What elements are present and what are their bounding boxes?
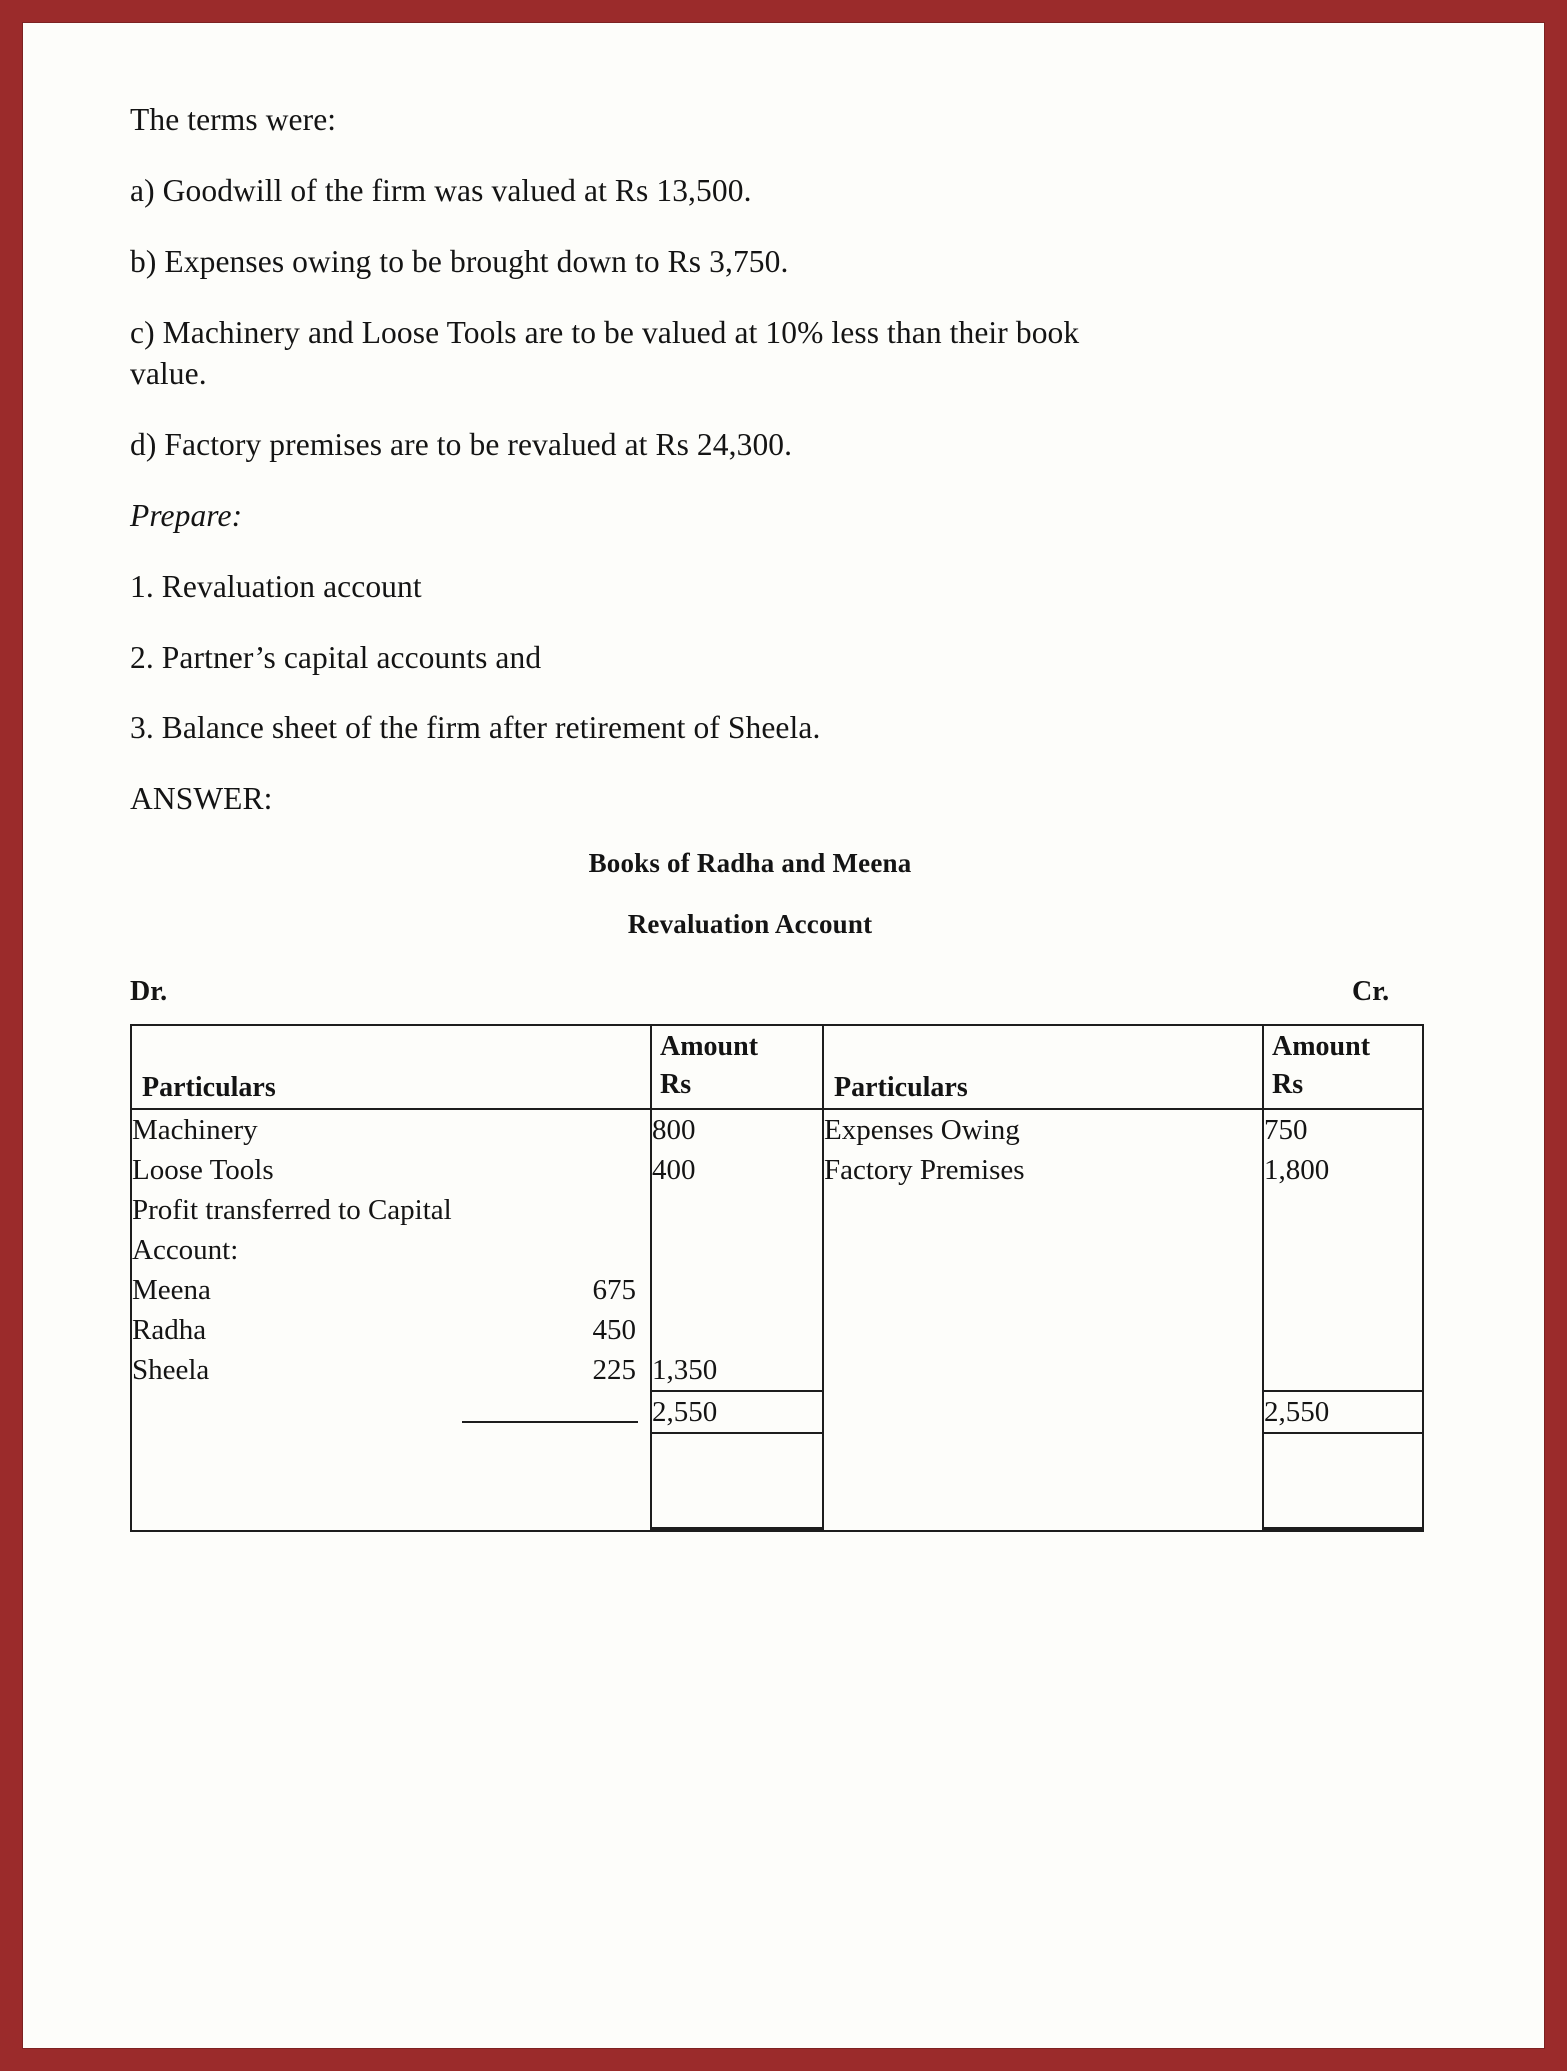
page-sheet (22, 22, 1545, 2049)
table-row (131, 1150, 1423, 1190)
header-amount-debit-line2: Rs (660, 1069, 692, 1101)
profit-transferred-heading (131, 1190, 651, 1270)
table-total-row (131, 1391, 1423, 1433)
credit-amount-blank-3 (1263, 1190, 1423, 1270)
table-closing-row (131, 1433, 1423, 1531)
closing-blank-right (823, 1433, 1263, 1531)
prepare-item-1: 1. Revaluation account (130, 568, 422, 604)
debit-amount-blank-3 (651, 1190, 823, 1270)
header-particulars-debit-label: Particulars (142, 1072, 276, 1104)
header-particulars-debit (131, 1025, 651, 1109)
profit-heading-line1: Profit transferred to Capital (132, 1194, 452, 1227)
debit-total: 2,550 (651, 1391, 823, 1433)
debit-label: Dr. (130, 976, 168, 1008)
credit-total-label-blank (823, 1391, 1263, 1433)
term-c: c) Machinery and Loose Tools are to be valued at 10% less than their book value. (130, 314, 1080, 391)
header-particulars-credit-label: Particulars (834, 1072, 968, 1104)
credit-amount-2: 1,800 (1263, 1150, 1423, 1190)
credit-amount-1: 750 (1263, 1109, 1423, 1150)
header-amount-debit-label (660, 1028, 758, 1104)
ledger-title-books: Books of Radha and Meena (588, 848, 912, 879)
credit-amount-blank-5 (1263, 1310, 1423, 1350)
term-a: a) Goodwill of the firm was valued at Rs 13,500. (130, 172, 752, 208)
closing-blank-debit-amount (651, 1433, 823, 1531)
credit-label: Cr. (1352, 976, 1390, 1008)
header-amount-credit-line2: Rs (1272, 1069, 1304, 1101)
profit-share-sheela-name: Sheela (132, 1354, 210, 1387)
profit-share-sheela (131, 1350, 651, 1391)
header-amount-debit-line1: Amount (660, 1031, 759, 1063)
credit-particulars-blank-4 (823, 1270, 1263, 1310)
debit-amount-blank-4 (651, 1270, 823, 1310)
debit-amount-blank-5 (651, 1310, 823, 1350)
credit-particulars-1: Expenses Owing (823, 1109, 1263, 1150)
header-amount-credit (1263, 1025, 1423, 1109)
header-amount-credit-label (1272, 1028, 1370, 1104)
prepare-item-3: 3. Balance sheet of the firm after retirement of Sheela. (130, 710, 821, 746)
credit-particulars-blank-3 (823, 1190, 1263, 1270)
revaluation-account-table (130, 1024, 1424, 1532)
debit-amount-2: 400 (651, 1150, 823, 1190)
profit-share-radha (131, 1310, 651, 1350)
credit-total: 2,550 (1263, 1391, 1423, 1433)
credit-amount-blank-6 (1263, 1350, 1423, 1391)
debit-amount-1: 800 (651, 1109, 823, 1150)
debit-credit-labels (130, 976, 1420, 1012)
table-row (131, 1190, 1423, 1270)
ledger-title-account: Revaluation Account (627, 909, 873, 940)
answer-label: ANSWER: (130, 781, 273, 817)
table-row (131, 1310, 1423, 1350)
credit-particulars-blank-6 (823, 1350, 1263, 1391)
profit-share-sheela-value: 225 (592, 1354, 636, 1387)
credit-particulars-2: Factory Premises (823, 1150, 1263, 1190)
total-label-blank (131, 1391, 651, 1433)
profit-heading-line2: Account: (132, 1234, 239, 1267)
table-header-row (131, 1025, 1423, 1109)
credit-particulars-blank-5 (823, 1310, 1263, 1350)
intro-label: The terms were: (130, 102, 337, 137)
prepare-label: Prepare: (130, 497, 243, 533)
table-row (131, 1270, 1423, 1310)
closing-blank-credit-amount (1263, 1433, 1423, 1531)
debit-profit-subtotal: 1,350 (651, 1350, 823, 1391)
term-b: b) Expenses owing to be brought down to Rs 3,750. (130, 243, 789, 279)
header-amount-credit-line1: Amount (1272, 1031, 1371, 1063)
header-amount-debit (651, 1025, 823, 1109)
table-row (131, 1350, 1423, 1391)
table-row (131, 1109, 1423, 1150)
credit-amount-blank-4 (1263, 1270, 1423, 1310)
document-content (130, 100, 1485, 1532)
profit-share-meena-name: Meena (132, 1274, 211, 1307)
debit-particulars-1: Machinery (131, 1109, 651, 1150)
debit-particulars-2: Loose Tools (131, 1150, 651, 1190)
profit-share-meena-value: 675 (592, 1274, 636, 1307)
closing-blank-left (131, 1433, 651, 1531)
profit-share-meena (131, 1270, 651, 1310)
header-particulars-credit (823, 1025, 1263, 1109)
term-d: d) Factory premises are to be revalued at Rs 24,300. (130, 426, 793, 462)
profit-share-radha-value: 450 (592, 1314, 636, 1347)
prepare-item-2: 2. Partner’s capital accounts and (130, 639, 542, 675)
profit-share-radha-name: Radha (132, 1314, 207, 1347)
